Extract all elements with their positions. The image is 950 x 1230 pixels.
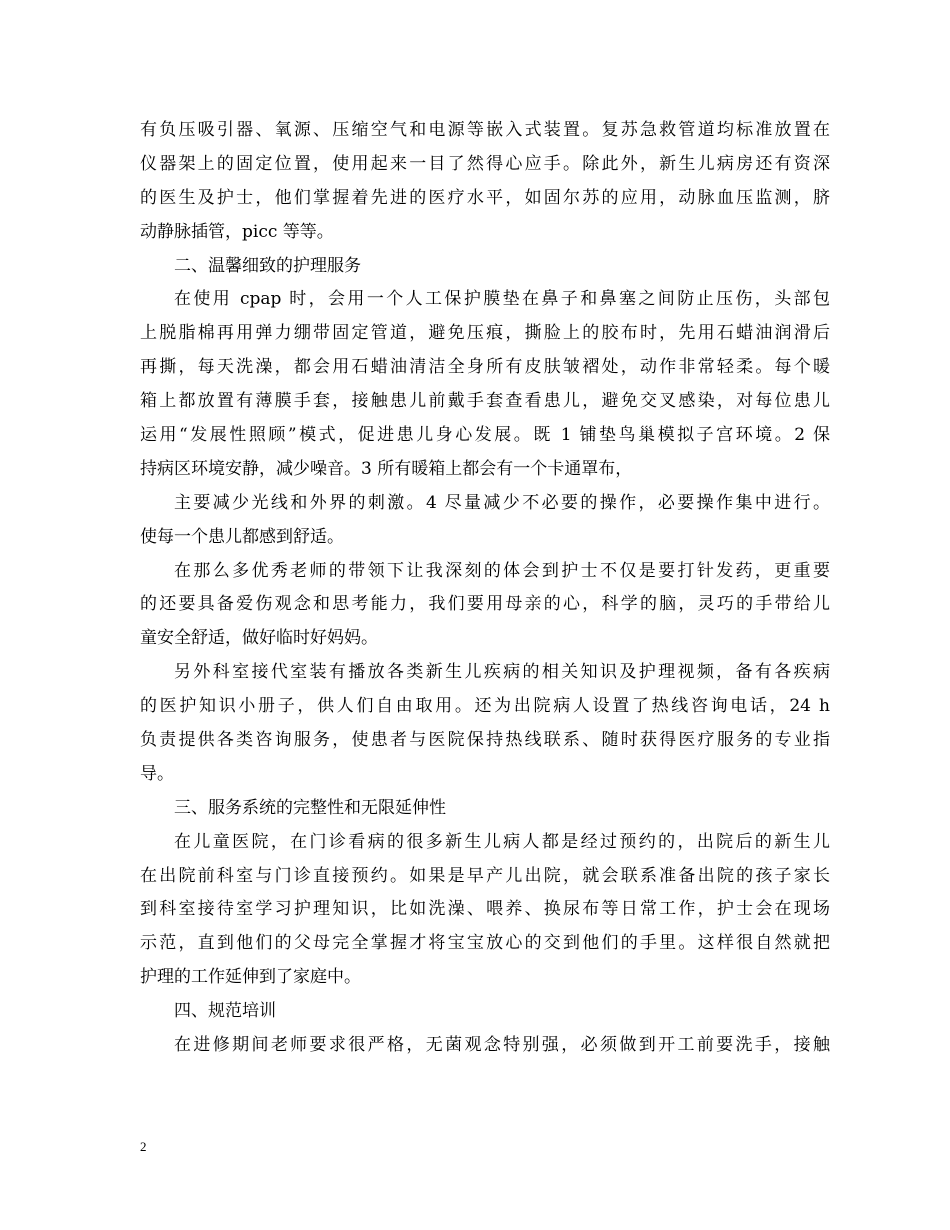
text-line: 的还要具备爱伤观念和思考能力，我们要用母亲的心，科学的脑，灵巧的手带给儿 (140, 594, 830, 615)
text-line: 的医生及护士，他们掌握着先进的医疗水平，如固尔苏的应用，动脉血压监测，脐 (140, 187, 830, 208)
text-line: 在进修期间老师要求很严格，无菌观念特别强，必须做到开工前要洗手，接触 (174, 1035, 830, 1056)
text-line: 在出院前科室与门诊直接预约。如果是早产儿出院，就会联系准备出院的孩子家长 (140, 865, 830, 886)
text-line: 负责提供各类咨询服务，使患者与医院保持热线联系、随时获得医疗服务的专业指 (140, 730, 830, 751)
text-line: 仪器架上的固定位置，使用起来一目了然得心应手。除此外，新生儿病房还有资深 (140, 153, 830, 174)
text-line: 上脱脂棉再用弹力绷带固定管道，避免压痕，撕脸上的胶布时，先用石蜡油润滑后 (140, 323, 830, 344)
text-line: 主要减少光线和外界的刺激。4 尽量减少不必要的操作，必要操作集中进行。 (174, 492, 830, 513)
text-line: 四、规范培训 (174, 1001, 276, 1022)
text-line: 再撕，每天洗澡，都会用石蜡油清洁全身所有皮肤皱褶处，动作非常轻柔。每个暖 (140, 357, 830, 378)
text-line: 动静脉插管，picc 等等。 (140, 221, 334, 242)
text-line: 护理的工作延伸到了家庭中。 (140, 967, 361, 988)
text-line: 另外科室接代室装有播放各类新生儿疾病的相关知识及护理视频，备有各疾病 (174, 662, 830, 683)
text-line: 示范，直到他们的父母完全掌握才将宝宝放心的交到他们的手里。这样很自然就把 (140, 933, 830, 954)
document-body (140, 114, 830, 1063)
text-line: 运用“发展性照顾”模式，促进患儿身心发展。既 1 铺垫鸟巢模拟子宫环境。2 保 (140, 425, 830, 446)
text-line: 有负压吸引器、氧源、压缩空气和电源等嵌入式装置。复苏急救管道均标准放置在 (140, 120, 830, 140)
text-line: 到科室接待室学习护理知识，比如洗澡、喂养、换尿布等日常工作，护士会在现场 (140, 899, 830, 920)
page-number: 2 (140, 1139, 147, 1154)
text-line: 二、温馨细致的护理服务 (174, 255, 361, 276)
text-line: 持病区环境安静，减少噪音。3 所有暖箱上都会有一个卡通罩布， (140, 458, 633, 479)
text-line: 箱上都放置有薄膜手套，接触患儿前戴手套查看患儿，避免交叉感染，对每位患儿 (140, 391, 830, 412)
text-line: 童安全舒适，做好临时好妈妈。 (140, 628, 378, 649)
text-line: 使每一个患儿都感到舒适。 (140, 526, 344, 547)
text-line: 在那么多优秀老师的带领下让我深刻的体会到护士不仅是要打针发药，更重要 (174, 560, 830, 581)
text-line: 在使用 cpap 时，会用一个人工保护膜垫在鼻子和鼻塞之间防止压伤，头部包 (174, 289, 830, 310)
text-line: 的医护知识小册子，供人们自由取用。还为出院病人设置了热线咨询电话，24 h (140, 696, 830, 717)
text-line: 导。 (140, 763, 174, 784)
text-line: 在儿童医院，在门诊看病的很多新生儿病人都是经过预约的，出院后的新生儿 (174, 831, 830, 852)
text-line: 三、服务系统的完整性和无限延伸性 (174, 797, 446, 818)
